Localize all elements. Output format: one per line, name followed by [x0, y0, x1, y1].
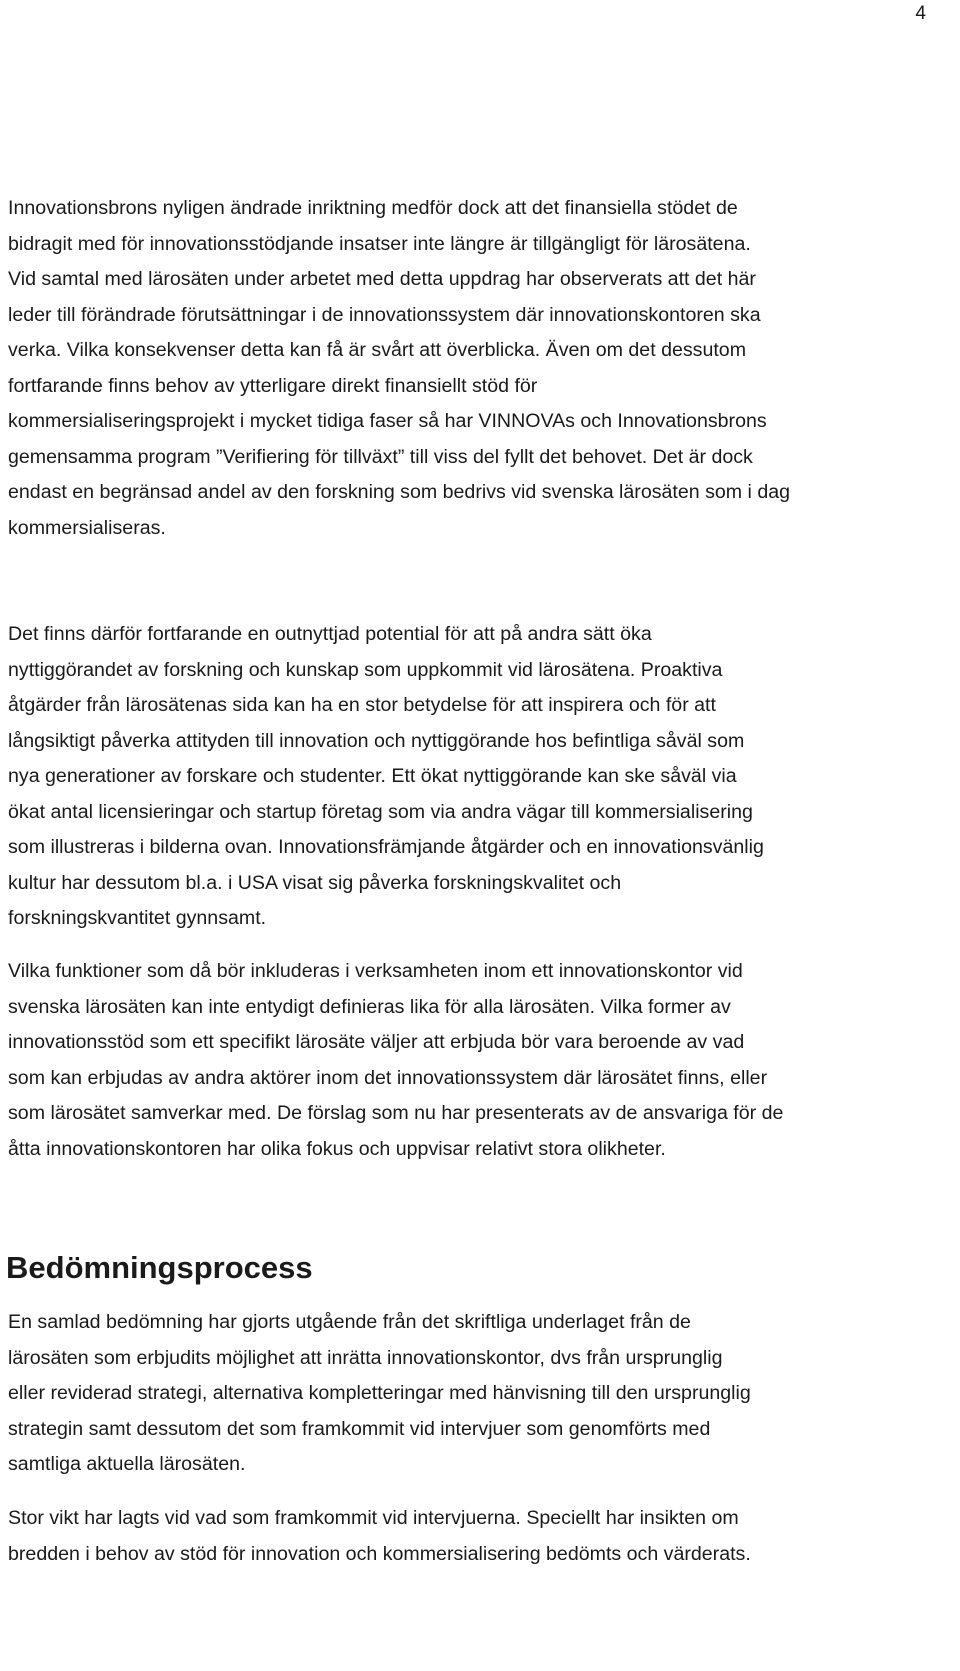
text-line: Stor vikt har lagts vid vad som framkommit vid intervjuerna. Speciellt har insikten om — [8, 1507, 739, 1529]
text-line: leder till förändrade förutsättningar i de innovationssystem där innovationskontoren ska — [8, 303, 761, 326]
text-line: som lärosätet samverkar med. De förslag som nu har presenterats av de ansvariga för de — [8, 1102, 784, 1124]
text-line: En samlad bedömning har gjorts utgående från det skriftliga underlaget från de — [8, 1311, 691, 1333]
text-line: svenska lärosäten kan inte entydigt definieras lika för alla lärosäten. Vilka former av — [8, 995, 731, 1018]
paragraph-3 — [8, 954, 928, 1167]
text-line: långsiktigt påverka attityden till innovation och nyttiggörande hos befintliga såväl som — [8, 729, 745, 752]
text-line: lärosäten som erbjudits möjlighet att inrätta innovationskontor, dvs från ursprunglig — [8, 1346, 723, 1369]
page-number: 4 — [915, 3, 926, 24]
text-line: verka. Vilka konsekvenser detta kan få är svårt att överblicka. Även om det dessutom — [8, 339, 747, 361]
text-line: fortfarande finns behov av ytterligare direkt finansiellt stöd för — [8, 374, 538, 397]
section-heading: Bedömningsprocess — [6, 1250, 313, 1285]
text-line: bredden i behov av stöd för innovation och kommersialisering bedömts och värderats. — [8, 1542, 751, 1565]
paragraph-1 — [8, 191, 928, 546]
text-line: gemensamma program ”Verifiering för tillväxt” till viss del fyllt det behovet. Det är dock — [8, 445, 753, 468]
text-line: innovationsstöd som ett specifikt lärosäte väljer att erbjuda bör vara beroende av vad — [8, 1031, 745, 1053]
text-line: strategin samt dessutom det som framkommit vid intervjuer som genomförts med — [8, 1417, 711, 1440]
text-line: åtta innovationskontoren har olika fokus och uppvisar relativt stora olikheter. — [8, 1137, 666, 1160]
text-line: åtgärder från lärosätenas sida kan ha en stor betydelse för att inspirera och för att — [8, 694, 716, 716]
text-line: Det finns därför fortfarande en outnyttjad potential för att på andra sätt öka — [8, 623, 652, 645]
paragraph-5 — [8, 1501, 928, 1572]
paragraph-4 — [8, 1305, 928, 1483]
text-line: Vid samtal med lärosäten under arbetet med detta uppdrag har observerats att det här — [8, 268, 756, 290]
text-line: kommersialiseringsprojekt i mycket tidiga faser så har VINNOVAs och Innovationsbrons — [8, 410, 767, 432]
text-line: ökat antal licensieringar och startup företag som via andra vägar till kommersialisering — [8, 800, 753, 823]
text-line: nya generationer av forskare och studenter. Ett ökat nyttiggörande kan ske såväl via — [8, 765, 737, 787]
paragraph-2 — [8, 617, 928, 937]
text-line: som illustreras i bilderna ovan. Innovationsfrämjande åtgärder och en innovationsvänlig — [8, 836, 764, 858]
text-line: kommersialiseras. — [8, 516, 166, 539]
text-line: som kan erbjudas av andra aktörer inom det innovationssystem där lärosätet finns, eller — [8, 1066, 768, 1089]
text-line: endast en begränsad andel av den forskning som bedrivs vid svenska lärosäten som i dag — [8, 481, 791, 503]
text-line: bidragit med för innovationsstödjande insatser inte längre är tillgängligt för lärosätena. — [8, 232, 751, 255]
text-line: forskningskvantitet gynnsamt. — [8, 907, 267, 929]
text-line: nyttiggörandet av forskning och kunskap som uppkommit vid lärosätena. Proaktiva — [8, 658, 723, 681]
text-line: kultur har dessutom bl.a. i USA visat sig påverka forskningskvalitet och — [8, 871, 622, 894]
text-line: Vilka funktioner som då bör inkluderas i verksamheten inom ett innovationskontor vid — [8, 960, 743, 982]
text-line: Innovationsbrons nyligen ändrade inriktning medför dock att det finansiella stödet de — [8, 197, 738, 219]
text-line: samtliga aktuella lärosäten. — [8, 1453, 246, 1475]
text-line: eller reviderad strategi, alternativa kompletteringar med hänvisning till den ursprunglig — [8, 1382, 751, 1404]
